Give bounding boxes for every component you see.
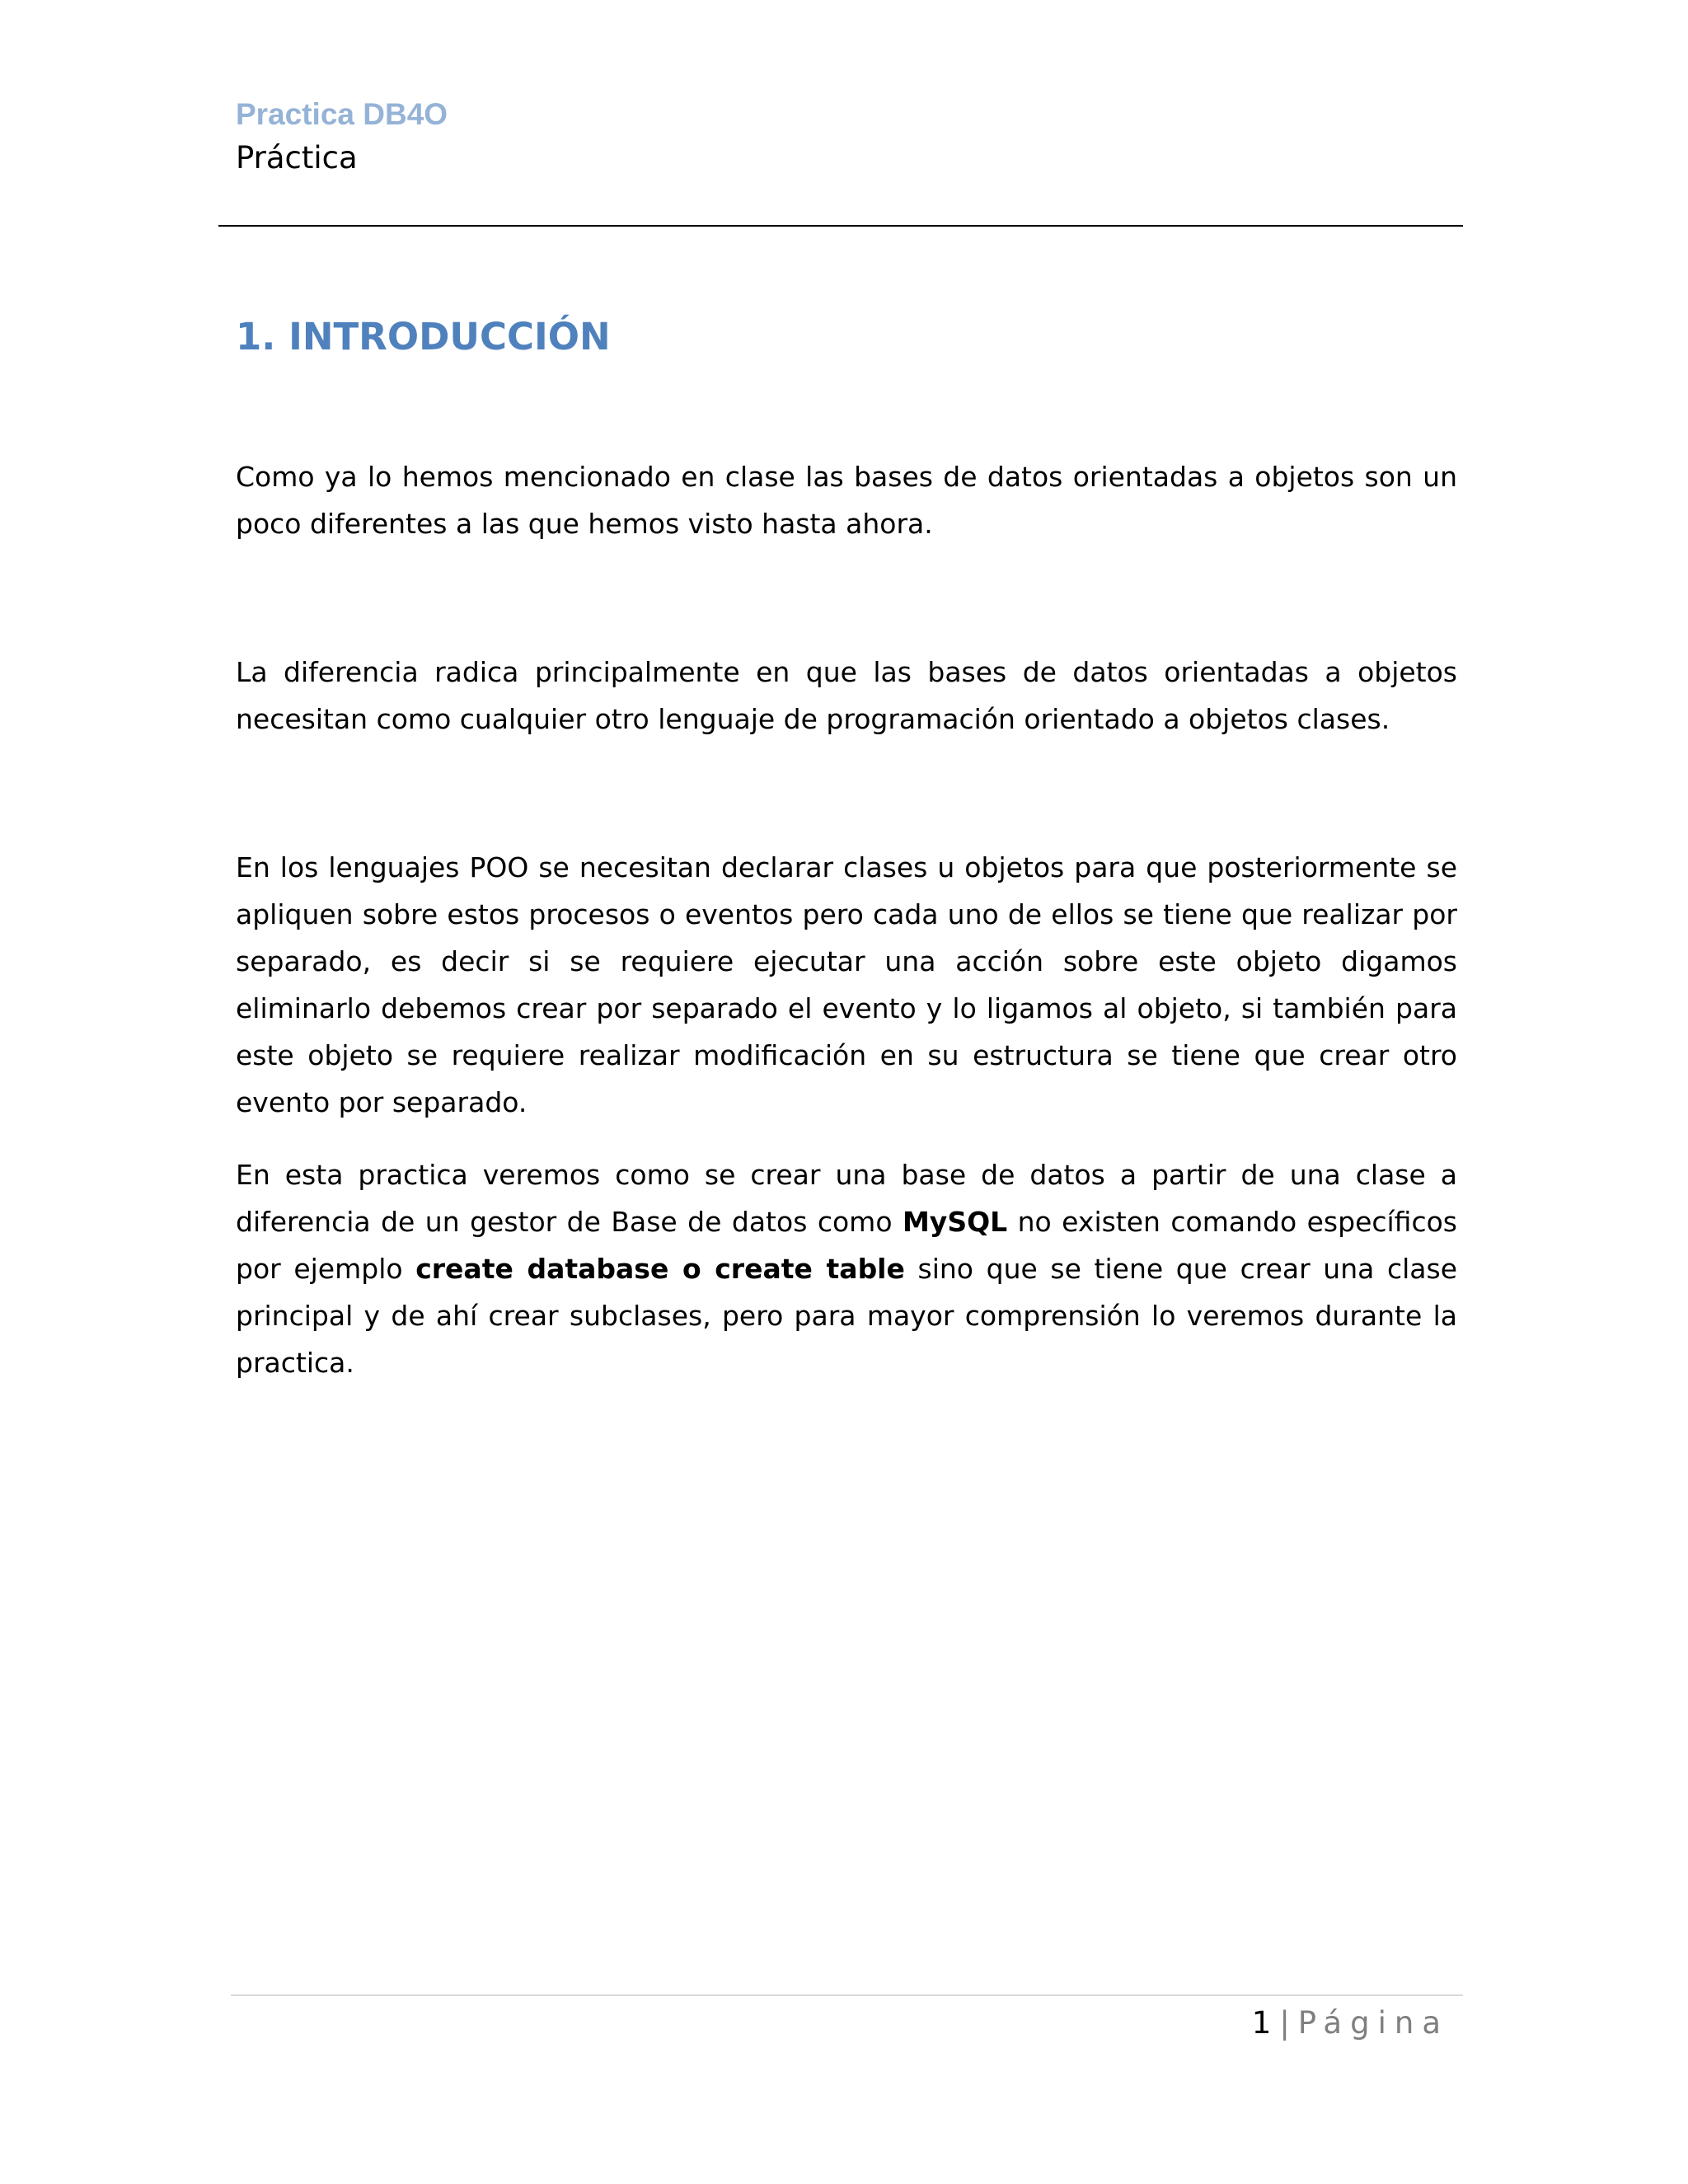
paragraph-4-text-1: En esta practica veremos como se crear una base de datos a partir de una clase a diferencia de un gestor de Base de datos como — [236, 1159, 1457, 1238]
header-title: Práctica — [236, 140, 358, 176]
paragraph-4-text-2: no existen comando específicos por ejemplo — [236, 1206, 1457, 1285]
paragraph-1: Como ya lo hemos mencionado en clase las bases de datos orientadas a objetos son un poco diferentes a las que hemos visto hasta ahora. — [236, 461, 1457, 540]
page-footer — [1252, 2005, 1449, 2041]
page-label: Página — [1297, 2005, 1449, 2041]
header-subject: Practica DB4O — [236, 97, 448, 131]
paragraph-4-bold-commands: create database o create table — [415, 1253, 905, 1285]
paragraph-4 — [236, 1151, 1457, 1386]
header-divider — [218, 225, 1463, 227]
paragraph-2: La diferencia radica principalmente en que las bases de datos orientadas a objetos necesitan como cualquier otro lenguaje de programación orientado a objetos clases. — [236, 656, 1457, 735]
paragraph-4-bold-mysql: MySQL — [902, 1206, 1008, 1238]
footer-divider — [231, 1994, 1463, 1996]
page-number: 1 — [1251, 2005, 1272, 2041]
section-heading: 1. INTRODUCCIÓN — [236, 315, 611, 359]
paragraph-4-text-3: sino que se tiene que crear una clase principal y de ahí crear subclases, pero para mayor comprensión lo veremos durante la practica. — [236, 1253, 1458, 1379]
paragraph-3: En los lenguajes POO se necesitan declarar clases u objetos para que posteriormente se apliquen sobre estos procesos o eventos pero cada uno de ellos se tiene que realizar por separado, es decir si se requiere ejecutar una acción sobre este objeto digamos eliminarlo debemos crear por separado el evento y lo ligamos al objeto, si también para este objeto se requiere realizar modificación en su estructura se tiene que crear otro evento por separado. — [236, 851, 1457, 1118]
footer-separator: | — [1279, 2005, 1290, 2041]
